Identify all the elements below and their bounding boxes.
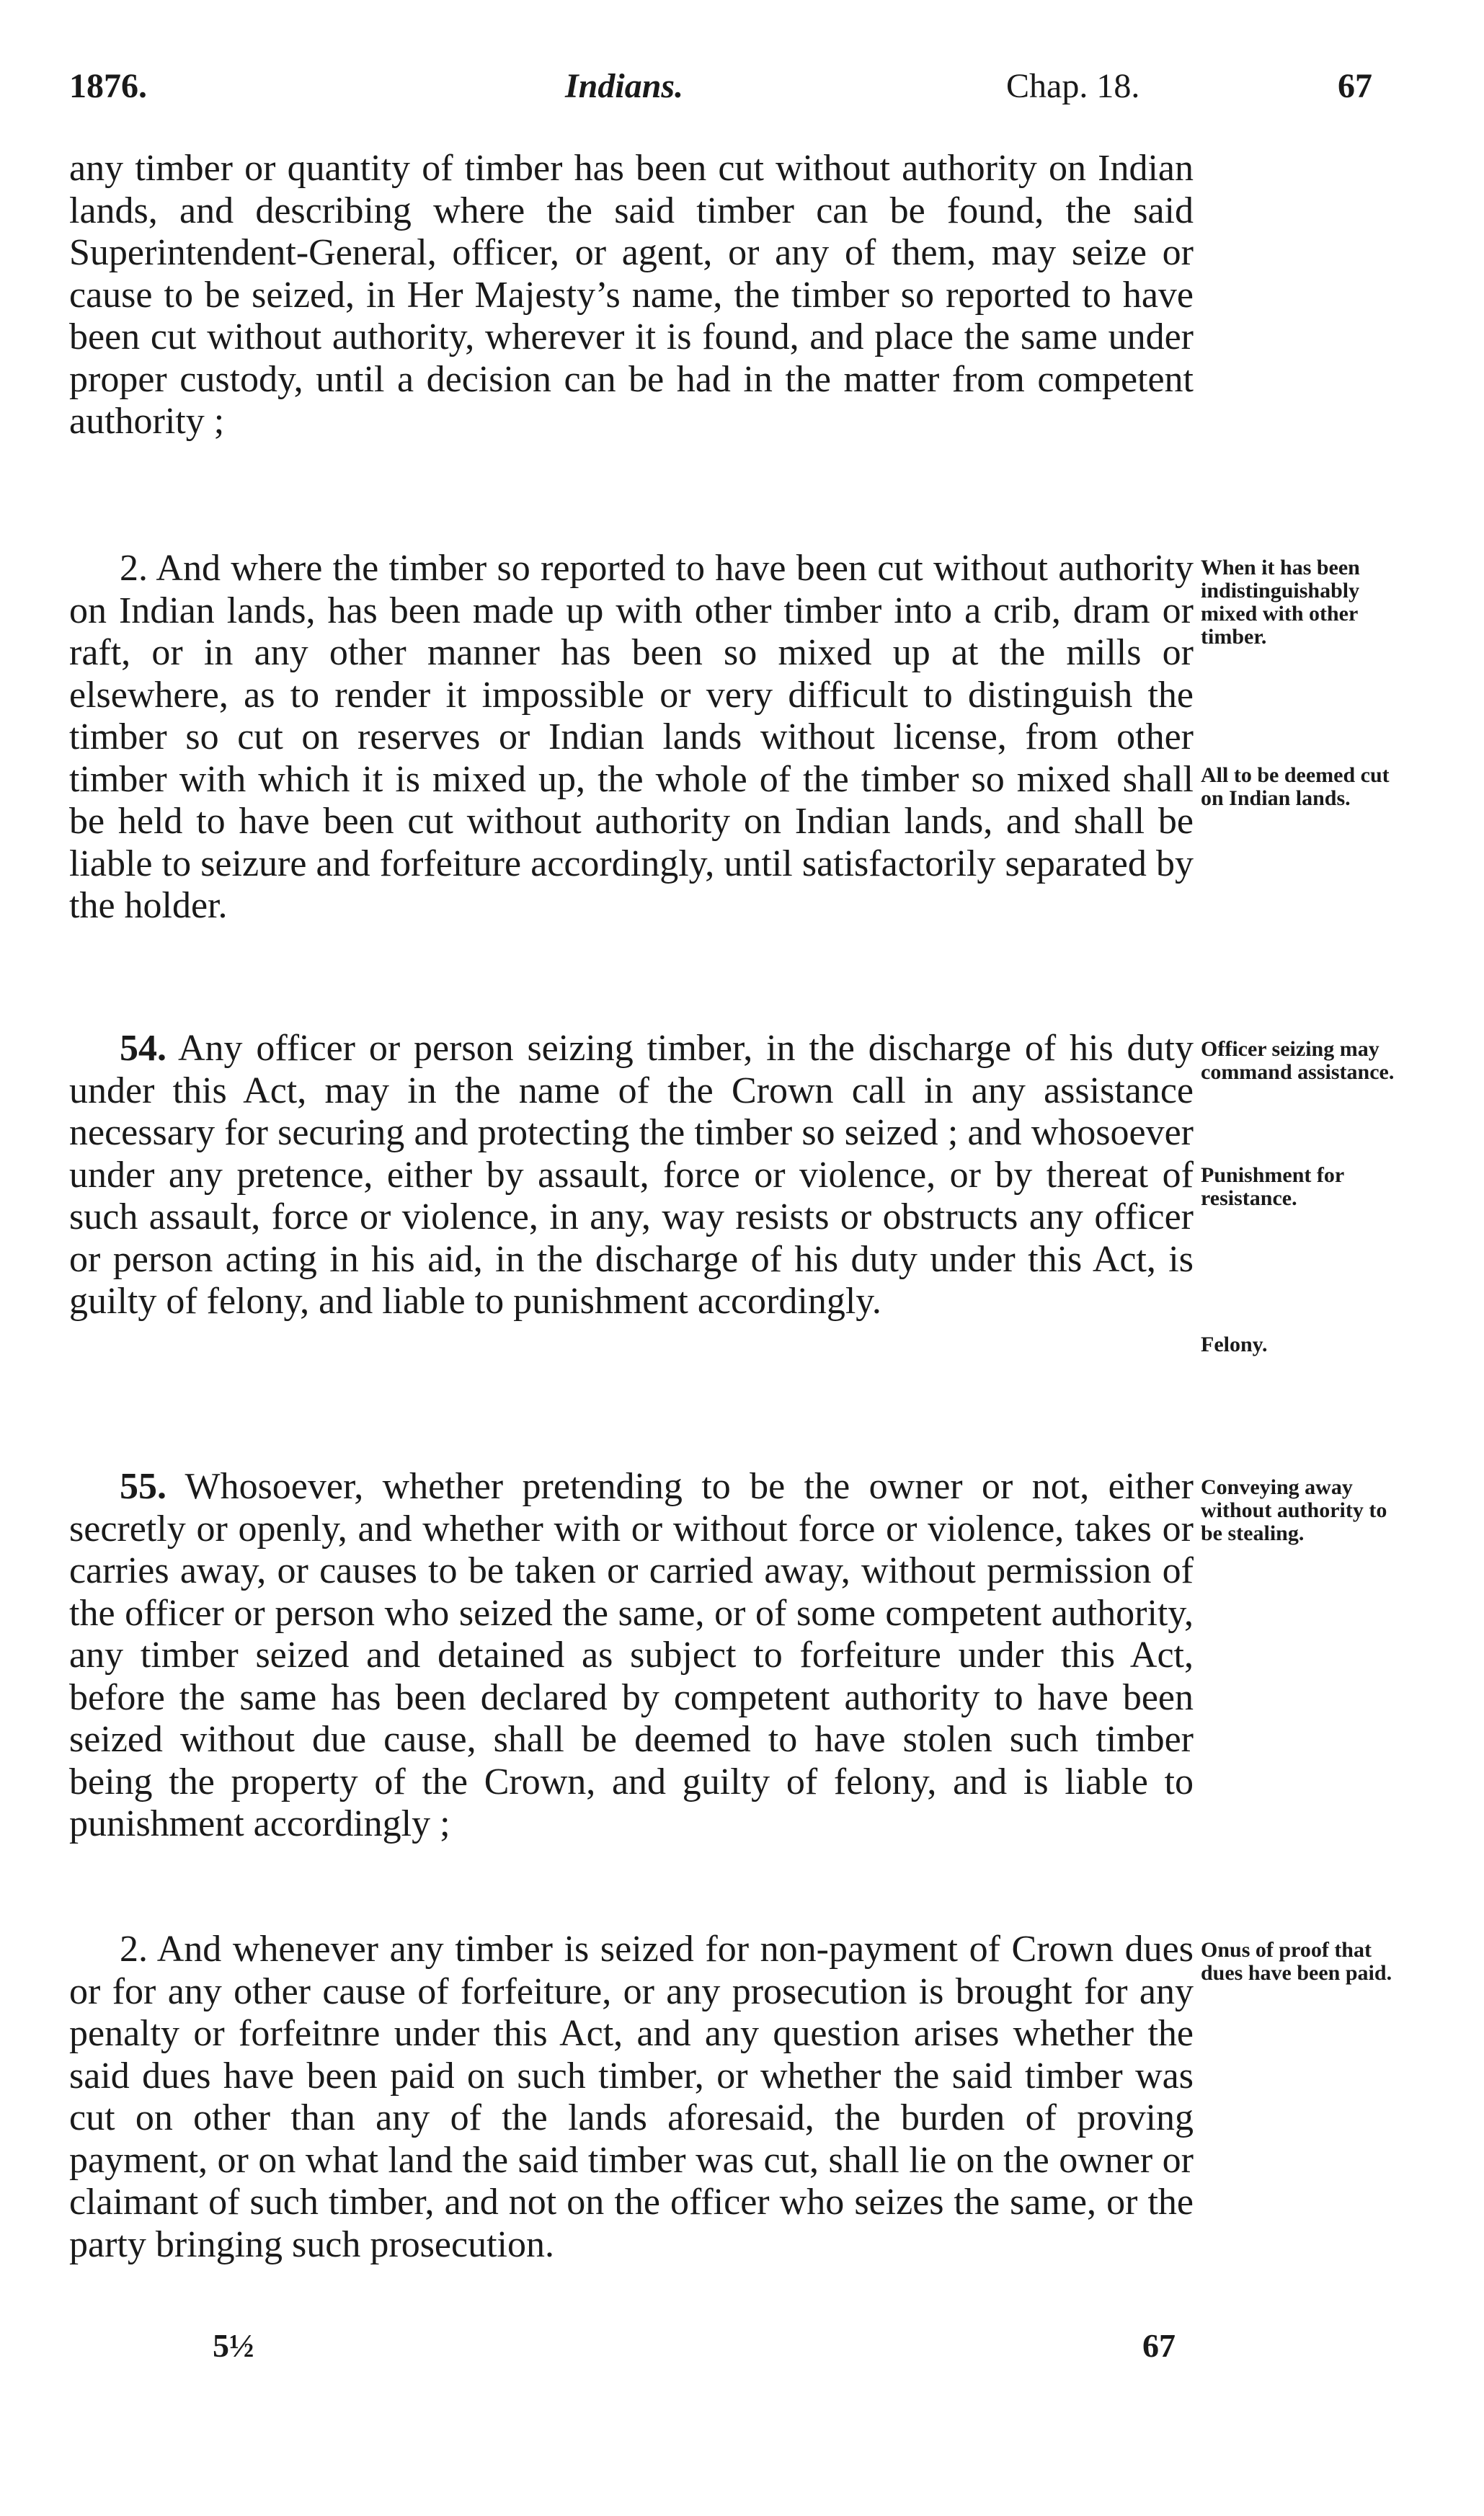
paragraph-section-55 (69, 1466, 1194, 1846)
paragraph-subsection-2-onus: 2. And whenever any timber is seized for non-payment of Crown dues or for any other cause of forfeiture, or any prosecution is brought for any penalty or forfeitnre under this Act, and any question arises whether the said dues have been paid on such timber, or whether the said timber was cut on other than any of the lands aforesaid, the burden of proving payment, or on what land the said timber was cut, shall lie on the owner or claimant of such timber, and not on the officer who seizes the same, or the party bringing such prosecution. (69, 1929, 1194, 2265)
header-title: Indians. (565, 67, 684, 105)
paragraph-subsection-2-mixed-timber: 2. And where the timber so reported to have been cut without authority on Indian lands, has been made up with other timber into a crib, dram or raft, or in any other manner has been so mixed up at the mills or elsewhere, as to render it impossible or very difficult to distinguish the timber so cut on reserves or Indian lands without license, from other timber with which it is mixed up, the whole of the timber so mixed shall be held to have been cut without authority on Indian lands, and shall be liable to seizure and forfeiture accordingly, until satisfactorily separated by the holder. (69, 548, 1194, 926)
header-chapter: Chap. 18. (1006, 67, 1140, 105)
section-55-text: Whosoever, whether pretending to be the owner or not, either secretly or openly, and whether with or without force or violence, takes or carries away, or causes to be taken or carried away, without permission of the officer or person who seized the same, or of some competent authority, any timber seized and detained as subject to forfeiture under this Act, before the same has been declared by competent authority to have been seized without due cause, shall be deemed to have stolen such timber being the property of the Crown, and guilty of felony, and is liable to punishment accordingly ; (69, 1466, 1194, 1844)
footer-page-number: 67 (1142, 2327, 1176, 2364)
footer-signature-mark: 5½ (213, 2327, 254, 2364)
margin-note-officer-assistance: Officer seizing may command assistance. (1201, 1037, 1395, 1084)
margin-note-mixed-timber: When it has been indistinguishably mixed with other timber. (1201, 556, 1360, 649)
paragraph-continuation: any timber or quantity of timber has been cut without authority on Indian lands, and describing where the said timber can be found, the said Superintendent-General, officer, or agent, or any of them, may seize or cause to be seized, in Her Majesty’s name, the timber so reported to have been cut without authority, wherever it is found, and place the same under proper custody, until a decision can be had in the matter from competent authority ; (69, 148, 1194, 442)
section-54-text: Any officer or person seizing timber, in the discharge of his duty under this Act, may in the name of the Crown call in any assistance necessary for securing and protecting the timber so seized ; and whosoever under any pretence, either by assault, force or violence, or by thereat of such assault, force or violence, in any, way resists or obstructs any officer or person acting in his aid, in the discharge of his duty under this Act, is guilty of felony, and liable to punishment accordingly. (69, 1028, 1194, 1322)
margin-note-onus-of-proof: Onus of proof that dues have been paid. (1201, 1938, 1392, 1985)
section-number-55: 55. (120, 1466, 166, 1507)
section-number-54: 54. (120, 1028, 166, 1069)
margin-note-punishment: Punishment for resistance. (1201, 1163, 1344, 1210)
margin-note-deemed-cut: All to be deemed cut on Indian lands. (1201, 763, 1390, 810)
header-page-number: 67 (1338, 67, 1372, 105)
paragraph-section-54 (69, 1028, 1194, 1323)
running-header (69, 66, 1395, 117)
margin-note-conveying-away: Conveying away without authority to be stealing. (1201, 1475, 1387, 1545)
header-year: 1876. (69, 67, 147, 105)
margin-note-felony: Felony. (1201, 1333, 1268, 1356)
